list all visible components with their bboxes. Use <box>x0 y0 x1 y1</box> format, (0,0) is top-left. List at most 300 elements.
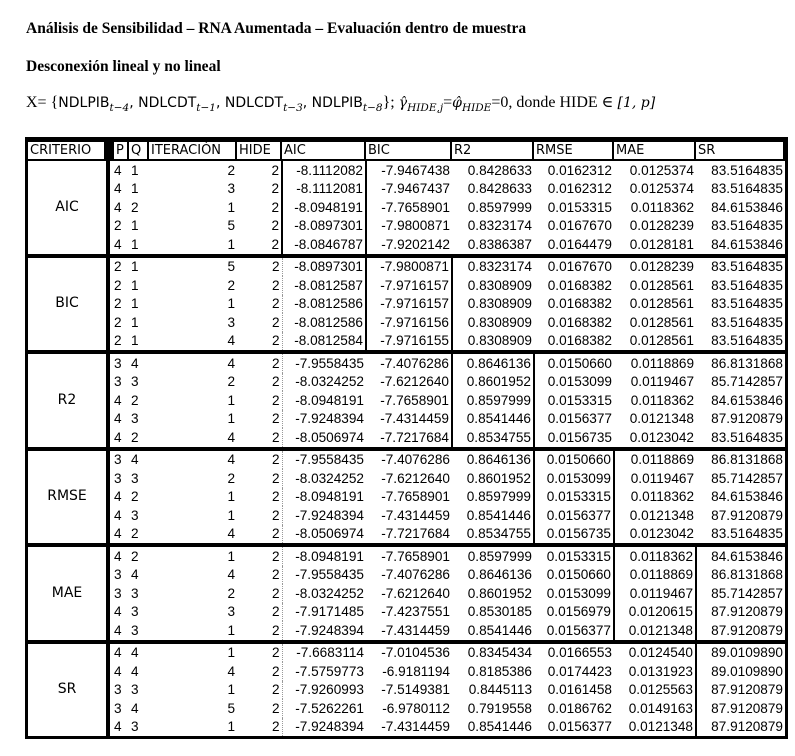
cell-aic: -7.9558435 <box>282 449 366 470</box>
table-row <box>27 313 787 332</box>
cell-mae: 0.0118362 <box>630 392 694 408</box>
table-row <box>27 352 787 373</box>
cell-rmse: 0.0153099 <box>534 469 614 488</box>
cell-q: 3 <box>131 622 139 638</box>
cell-bic: -7.7217684 <box>381 526 450 542</box>
cell-mae: 0.0128239 <box>614 256 696 277</box>
cell-bic: -7.7658901 <box>366 545 452 566</box>
cell-iteracion: 1 <box>227 411 235 427</box>
cell-iteracion: 2 <box>227 585 235 601</box>
cell-r2: 0.8428633 <box>467 181 532 197</box>
cell-iteracion: 4 <box>149 352 237 373</box>
cell-aic: -8.0948191 <box>282 198 366 217</box>
cell-hide: 2 <box>237 545 282 566</box>
cell-mae: 0.0123042 <box>629 526 694 542</box>
cell-bic: -7.4076286 <box>381 567 450 583</box>
cell-sr: 83.5164835 <box>711 429 783 445</box>
column-header-bic <box>366 139 452 162</box>
cell-mae: 0.0124540 <box>614 642 696 663</box>
cell-sr: 83.5164835 <box>711 181 783 197</box>
document-subtitle: Desconexión lineal y no lineal <box>26 58 221 75</box>
cell-rmse: 0.0186762 <box>547 700 612 716</box>
cell-q: 4 <box>129 449 149 470</box>
cell-mae: 0.0119467 <box>630 374 694 390</box>
table-row <box>27 488 787 507</box>
cell-mae: 0.0121348 <box>628 719 693 735</box>
cell-iteracion: 4 <box>227 526 235 542</box>
criterio-label: SR <box>27 642 109 738</box>
cell-iteracion: 4 <box>227 429 235 445</box>
cell-q: 2 <box>131 199 139 215</box>
cell-mae: 0.0118362 <box>614 545 696 566</box>
cell-bic: -6.9780112 <box>382 700 450 716</box>
cell-hide: 2 <box>237 525 282 546</box>
cell-bic: -7.6212640 <box>381 470 450 486</box>
cell-q: 3 <box>131 470 139 486</box>
table-row <box>27 198 787 217</box>
cell-sr: 84.6153846 <box>711 392 783 408</box>
cell-r2: 0.7919558 <box>467 700 532 716</box>
cell-bic: -7.5149381 <box>381 682 450 698</box>
table-row <box>27 545 787 566</box>
cell-sr: 85.7142857 <box>711 585 783 601</box>
cell-iteracion: 5 <box>149 256 237 277</box>
cell-aic: -8.0812584 <box>294 333 363 349</box>
cell-aic: -8.0812586 <box>294 296 363 312</box>
cell-iteracion: 3 <box>227 181 235 197</box>
cell-r2: 0.8534755 <box>452 428 534 449</box>
table-row <box>27 410 787 429</box>
cell-r2: 0.8308909 <box>467 314 532 330</box>
table-row <box>27 373 787 392</box>
cell-q: 4 <box>131 700 139 716</box>
cell-aic: -8.0812586 <box>294 314 363 330</box>
cell-bic: -7.9467438 <box>381 162 450 178</box>
formula-tail: =0, donde HIDE ∈ <box>491 94 618 111</box>
cell-bic: -6.9181194 <box>382 663 450 679</box>
cell-mae: 0.0131923 <box>628 663 693 679</box>
cell-mae: 0.0125563 <box>628 682 693 698</box>
cell-p: 3 <box>108 352 129 373</box>
formula-var: NDLCDT <box>224 95 284 111</box>
cell-r2: 0.8601952 <box>466 470 531 486</box>
cell-bic: -7.9716157 <box>366 276 452 295</box>
cell-r2: 0.8597999 <box>452 391 534 410</box>
cell-bic: -7.6212640 <box>380 374 449 390</box>
cell-iteracion: 1 <box>227 489 235 505</box>
criterio-label: RMSE <box>27 449 109 546</box>
cell-aic: -8.0324252 <box>295 374 364 390</box>
cell-rmse: 0.0150660 <box>534 352 614 373</box>
cell-sr: 87.9120879 <box>711 622 783 638</box>
cell-r2: 0.8386387 <box>467 236 532 252</box>
cell-mae: 0.0121348 <box>629 507 694 523</box>
cell-sr: 86.8131868 <box>696 449 787 470</box>
cell-sr: 87.9120879 <box>711 604 783 620</box>
cell-p: 4 <box>108 545 129 566</box>
cell-sr: 83.5164835 <box>711 277 783 293</box>
cell-iteracion: 2 <box>227 162 235 178</box>
cell-iteracion: 1 <box>227 682 235 698</box>
cell-hide: 2 <box>237 566 282 585</box>
cell-hide: 2 <box>237 718 282 738</box>
cell-bic: -7.9716156 <box>366 313 452 332</box>
cell-hide: 2 <box>237 180 282 199</box>
cell-aic: -8.0812587 <box>294 277 363 293</box>
cell-hide: 2 <box>237 217 282 236</box>
cell-aic: -7.9260993 <box>295 682 364 698</box>
table-row <box>27 584 787 603</box>
cell-iteracion: 2 <box>227 470 235 486</box>
cell-rmse: 0.0153315 <box>547 392 612 408</box>
formula-phi-sub: HIDE <box>461 102 492 114</box>
cell-hide: 2 <box>237 642 282 663</box>
cell-sr: 83.5164835 <box>711 296 783 312</box>
cell-p: 4 <box>114 507 122 523</box>
cell-hide: 2 <box>237 584 282 603</box>
cell-hide: 2 <box>237 352 282 373</box>
cell-iteracion: 1 <box>227 622 235 638</box>
cell-sr: 83.5164835 <box>711 526 783 542</box>
table-row <box>27 235 787 256</box>
cell-mae: 0.0121348 <box>629 411 694 427</box>
cell-p: 2 <box>114 277 122 293</box>
table-row <box>27 603 787 622</box>
formula-close: }; <box>382 94 399 111</box>
table-row <box>27 295 787 314</box>
cell-hide: 2 <box>237 235 282 256</box>
cell-iteracion: 1 <box>227 199 235 215</box>
table-row <box>27 718 787 738</box>
cell-rmse: 0.0156979 <box>546 604 611 620</box>
cell-mae: 0.0121348 <box>614 621 696 642</box>
cell-p: 2 <box>114 333 122 349</box>
column-header-label: R2 <box>452 142 532 159</box>
cell-p: 2 <box>114 218 122 234</box>
cell-rmse: 0.0168382 <box>547 314 612 330</box>
cell-hide: 2 <box>237 428 282 449</box>
cell-mae: 0.0128239 <box>629 218 694 234</box>
formula-gamma-sub: HIDE,j <box>407 102 444 114</box>
cell-rmse: 0.0156377 <box>547 719 612 735</box>
cell-p: 4 <box>114 526 122 542</box>
cell-bic: -7.9467437 <box>381 181 450 197</box>
table-row <box>27 621 787 642</box>
formula-range: [1, p] <box>617 95 656 111</box>
cell-iteracion: 3 <box>227 604 235 620</box>
cell-sr: 86.8131868 <box>711 567 783 583</box>
cell-iteracion: 1 <box>227 236 235 252</box>
column-header-label: Q <box>129 142 147 159</box>
cell-rmse: 0.0162312 <box>547 181 612 197</box>
cell-p: 4 <box>114 199 122 215</box>
cell-r2: 0.8646136 <box>452 352 534 373</box>
cell-q: 2 <box>129 545 149 566</box>
cell-p: 4 <box>114 411 122 427</box>
cell-rmse: 0.0161458 <box>547 682 612 698</box>
cell-hide: 2 <box>237 662 282 681</box>
table-row <box>27 256 787 277</box>
cell-bic: -7.6212640 <box>381 585 450 601</box>
cell-iteracion: 4 <box>227 663 235 679</box>
cell-rmse: 0.0164479 <box>547 236 612 252</box>
formula-var-sub: t−4 <box>109 102 130 114</box>
cell-q: 1 <box>131 277 139 293</box>
table-row <box>27 469 787 488</box>
cell-rmse: 0.0156377 <box>546 622 611 638</box>
cell-rmse: 0.0153315 <box>534 545 614 566</box>
cell-iteracion: 1 <box>149 642 237 663</box>
cell-mae: 0.0128181 <box>629 236 694 252</box>
cell-sr: 87.9120879 <box>696 699 787 718</box>
cell-aic: -7.9171485 <box>295 604 364 620</box>
formula-eq: = <box>443 94 453 111</box>
formula-var: NDLPIB <box>58 95 110 111</box>
cell-mae: 0.0119467 <box>630 470 694 486</box>
formula-line: $X= \{NDLPIB_{t-4}$, $NDLCDT_{t-1}$, $NDLCDT_{t-3}$, $NDLPIB_{t-8}$}; $\gammâ_{HIDE,j}=\varphî_{HIDE}=0$, donde HIDE ∈ [1, p] <box>26 94 656 114</box>
cell-q: 1 <box>131 236 139 252</box>
table-row <box>27 332 787 353</box>
cell-mae: 0.0118869 <box>614 566 696 585</box>
cell-hide: 2 <box>237 313 282 332</box>
table-row <box>27 506 787 525</box>
cell-sr: 83.5164835 <box>711 333 783 349</box>
cell-p: 4 <box>114 236 122 252</box>
cell-bic: -7.0104536 <box>366 642 452 663</box>
cell-q: 3 <box>131 604 139 620</box>
cell-hide: 2 <box>237 603 282 622</box>
cell-iteracion: 2 <box>227 374 235 390</box>
cell-iteracion: 4 <box>227 333 235 349</box>
cell-iteracion: 1 <box>227 719 235 735</box>
formula-gamma: γ̂ <box>398 95 408 111</box>
cell-r2: 0.8308909 <box>467 277 532 293</box>
cell-p: 4 <box>114 392 122 408</box>
cell-hide: 2 <box>237 373 282 392</box>
cell-sr: 87.9120879 <box>696 718 787 738</box>
column-header-label: P <box>114 142 127 159</box>
cell-aic: -7.9558435 <box>295 567 364 583</box>
cell-rmse: 0.0168382 <box>547 333 612 349</box>
cell-aic: -7.9558435 <box>282 352 366 373</box>
cell-iteracion: 5 <box>227 700 235 716</box>
cell-q: 1 <box>131 314 139 330</box>
cell-mae: 0.0128561 <box>629 296 694 312</box>
cell-q: 2 <box>131 392 139 408</box>
column-header-rmse <box>534 139 614 162</box>
cell-p: 4 <box>114 719 122 735</box>
cell-mae: 0.0118362 <box>630 489 694 505</box>
cell-bic: -7.9800871 <box>366 256 452 277</box>
cell-aic: -8.0846787 <box>282 235 366 256</box>
cell-bic: -7.7217684 <box>380 429 449 445</box>
table-row <box>27 642 787 663</box>
cell-r2: 0.8597999 <box>467 199 532 215</box>
cell-hide: 2 <box>237 621 282 642</box>
cell-r2: 0.8345434 <box>452 642 534 663</box>
cell-sr: 84.6153846 <box>711 236 783 252</box>
cell-q: 1 <box>131 181 139 197</box>
cell-rmse: 0.0167670 <box>534 256 614 277</box>
cell-r2: 0.8308909 <box>467 333 532 349</box>
column-header-mae <box>614 139 696 162</box>
cell-mae: 0.0128561 <box>629 333 694 349</box>
cell-mae: 0.0119467 <box>614 584 696 603</box>
table-row <box>27 449 787 470</box>
column-header-label: AIC <box>282 142 364 159</box>
cell-aic: -7.5759773 <box>295 663 364 679</box>
cell-iteracion: 4 <box>149 449 237 470</box>
criterio-label: R2 <box>27 352 109 449</box>
cell-rmse: 0.0153315 <box>547 199 612 215</box>
cell-sr: 83.5164835 <box>696 256 787 277</box>
cell-iteracion: 4 <box>227 567 235 583</box>
cell-aic: -8.0506974 <box>295 429 364 445</box>
cell-q: 3 <box>131 682 139 698</box>
cell-p: 4 <box>108 642 129 663</box>
cell-hide: 2 <box>237 198 282 217</box>
cell-p: 4 <box>114 429 122 445</box>
formula-var-sub: t−3 <box>283 102 303 114</box>
cell-r2: 0.8541446 <box>467 719 532 735</box>
column-header-r2 <box>452 139 534 162</box>
column-header-label: RMSE <box>534 142 612 159</box>
cell-rmse: 0.0162312 <box>547 162 612 178</box>
cell-iteracion: 1 <box>149 545 237 566</box>
cell-q: 1 <box>131 333 139 349</box>
cell-p: 3 <box>114 374 122 390</box>
cell-q: 4 <box>129 352 149 373</box>
cell-iteracion: 5 <box>227 218 235 234</box>
cell-bic: -7.4237551 <box>381 604 450 620</box>
cell-q: 4 <box>129 642 149 663</box>
column-header-label: ITERACIÓN <box>149 142 235 159</box>
cell-p: 3 <box>114 585 122 601</box>
cell-q: 4 <box>131 567 139 583</box>
cell-q: 2 <box>131 526 139 542</box>
cell-aic: -8.0324252 <box>295 585 364 601</box>
cell-r2: 0.8646136 <box>452 449 534 470</box>
cell-r2: 0.8601952 <box>467 585 532 601</box>
cell-mae: 0.0118869 <box>614 449 696 470</box>
results-table <box>25 137 788 739</box>
table-row <box>27 662 787 681</box>
cell-q: 2 <box>131 489 139 505</box>
cell-aic: -8.0506974 <box>295 526 364 542</box>
cell-rmse: 0.0153099 <box>547 374 612 390</box>
cell-r2: 0.8308909 <box>467 296 532 312</box>
cell-r2: 0.8541446 <box>467 622 532 638</box>
cell-q: 3 <box>131 719 139 735</box>
cell-bic: -7.4076286 <box>366 449 452 470</box>
cell-q: 2 <box>131 429 139 445</box>
cell-hide: 2 <box>237 161 282 180</box>
cell-r2: 0.8601952 <box>452 373 534 392</box>
cell-r2: 0.8323174 <box>452 256 534 277</box>
column-header-hide <box>237 139 282 162</box>
criterio-label: MAE <box>27 545 109 642</box>
cell-aic: -7.9248394 <box>295 411 364 427</box>
cell-mae: 0.0128561 <box>629 314 694 330</box>
cell-bic: -7.9716157 <box>366 295 452 314</box>
cell-hide: 2 <box>237 449 282 470</box>
cell-sr: 86.8131868 <box>696 352 787 373</box>
cell-aic: -7.9248394 <box>295 507 364 523</box>
cell-aic: -8.0948191 <box>295 489 364 505</box>
table-row <box>27 699 787 718</box>
cell-mae: 0.0125374 <box>629 162 694 178</box>
cell-sr: 83.5164835 <box>711 162 783 178</box>
cell-iteracion: 3 <box>227 314 235 330</box>
cell-r2: 0.8428633 <box>467 162 532 178</box>
cell-p: 4 <box>114 181 122 197</box>
cell-q: 1 <box>131 296 139 312</box>
cell-q: 3 <box>131 585 139 601</box>
cell-bic: -7.4314459 <box>381 719 450 735</box>
cell-p: 3 <box>114 470 122 486</box>
cell-q: 1 <box>131 162 139 178</box>
cell-rmse: 0.0168382 <box>547 277 612 293</box>
column-header-p <box>108 139 129 162</box>
column-header-criterio <box>27 139 109 162</box>
column-header-label: SR <box>696 142 783 159</box>
cell-aic: -8.0948191 <box>295 392 364 408</box>
cell-hide: 2 <box>237 699 282 718</box>
cell-hide: 2 <box>237 295 282 314</box>
cell-p: 2 <box>114 314 122 330</box>
cell-aic: -8.0324252 <box>295 470 364 486</box>
cell-bic: -7.4076286 <box>366 352 452 373</box>
cell-iteracion: 2 <box>227 277 235 293</box>
formula-var: NDLPIB <box>311 95 363 111</box>
cell-rmse: 0.0153099 <box>546 585 611 601</box>
column-header-aic <box>282 139 366 162</box>
cell-sr: 85.7142857 <box>711 374 783 390</box>
table-row <box>27 391 787 410</box>
cell-mae: 0.0118869 <box>614 352 696 373</box>
cell-rmse: 0.0174423 <box>547 663 612 679</box>
cell-rmse: 0.0150660 <box>534 449 614 470</box>
cell-bic: -7.9800871 <box>381 218 450 234</box>
column-header-label: CRITERIO <box>28 142 104 159</box>
table-row <box>27 217 787 236</box>
cell-aic: -8.0948191 <box>282 545 366 566</box>
cell-p: 4 <box>114 663 122 679</box>
column-header-sr <box>696 139 787 162</box>
column-header-label: MAE <box>614 142 694 159</box>
table-row <box>27 276 787 295</box>
criterio-label: BIC <box>27 256 109 353</box>
cell-q: 1 <box>129 256 149 277</box>
cell-mae: 0.0123042 <box>629 429 694 445</box>
criterio-label: AIC <box>27 161 109 256</box>
cell-mae: 0.0125374 <box>629 181 694 197</box>
cell-hide: 2 <box>237 410 282 429</box>
table-row <box>27 180 787 199</box>
cell-iteracion: 1 <box>227 507 235 523</box>
results-body <box>27 161 787 738</box>
cell-r2: 0.8445113 <box>468 682 532 698</box>
cell-hide: 2 <box>237 506 282 525</box>
cell-r2: 0.8323174 <box>467 218 532 234</box>
column-header-label: BIC <box>366 142 450 159</box>
cell-p: 2 <box>108 256 129 277</box>
cell-p: 4 <box>114 489 122 505</box>
table-row <box>27 428 787 449</box>
cell-aic: -8.1112082 <box>282 161 366 180</box>
cell-r2: 0.8185386 <box>467 663 532 679</box>
cell-r2: 0.8541446 <box>466 507 531 523</box>
